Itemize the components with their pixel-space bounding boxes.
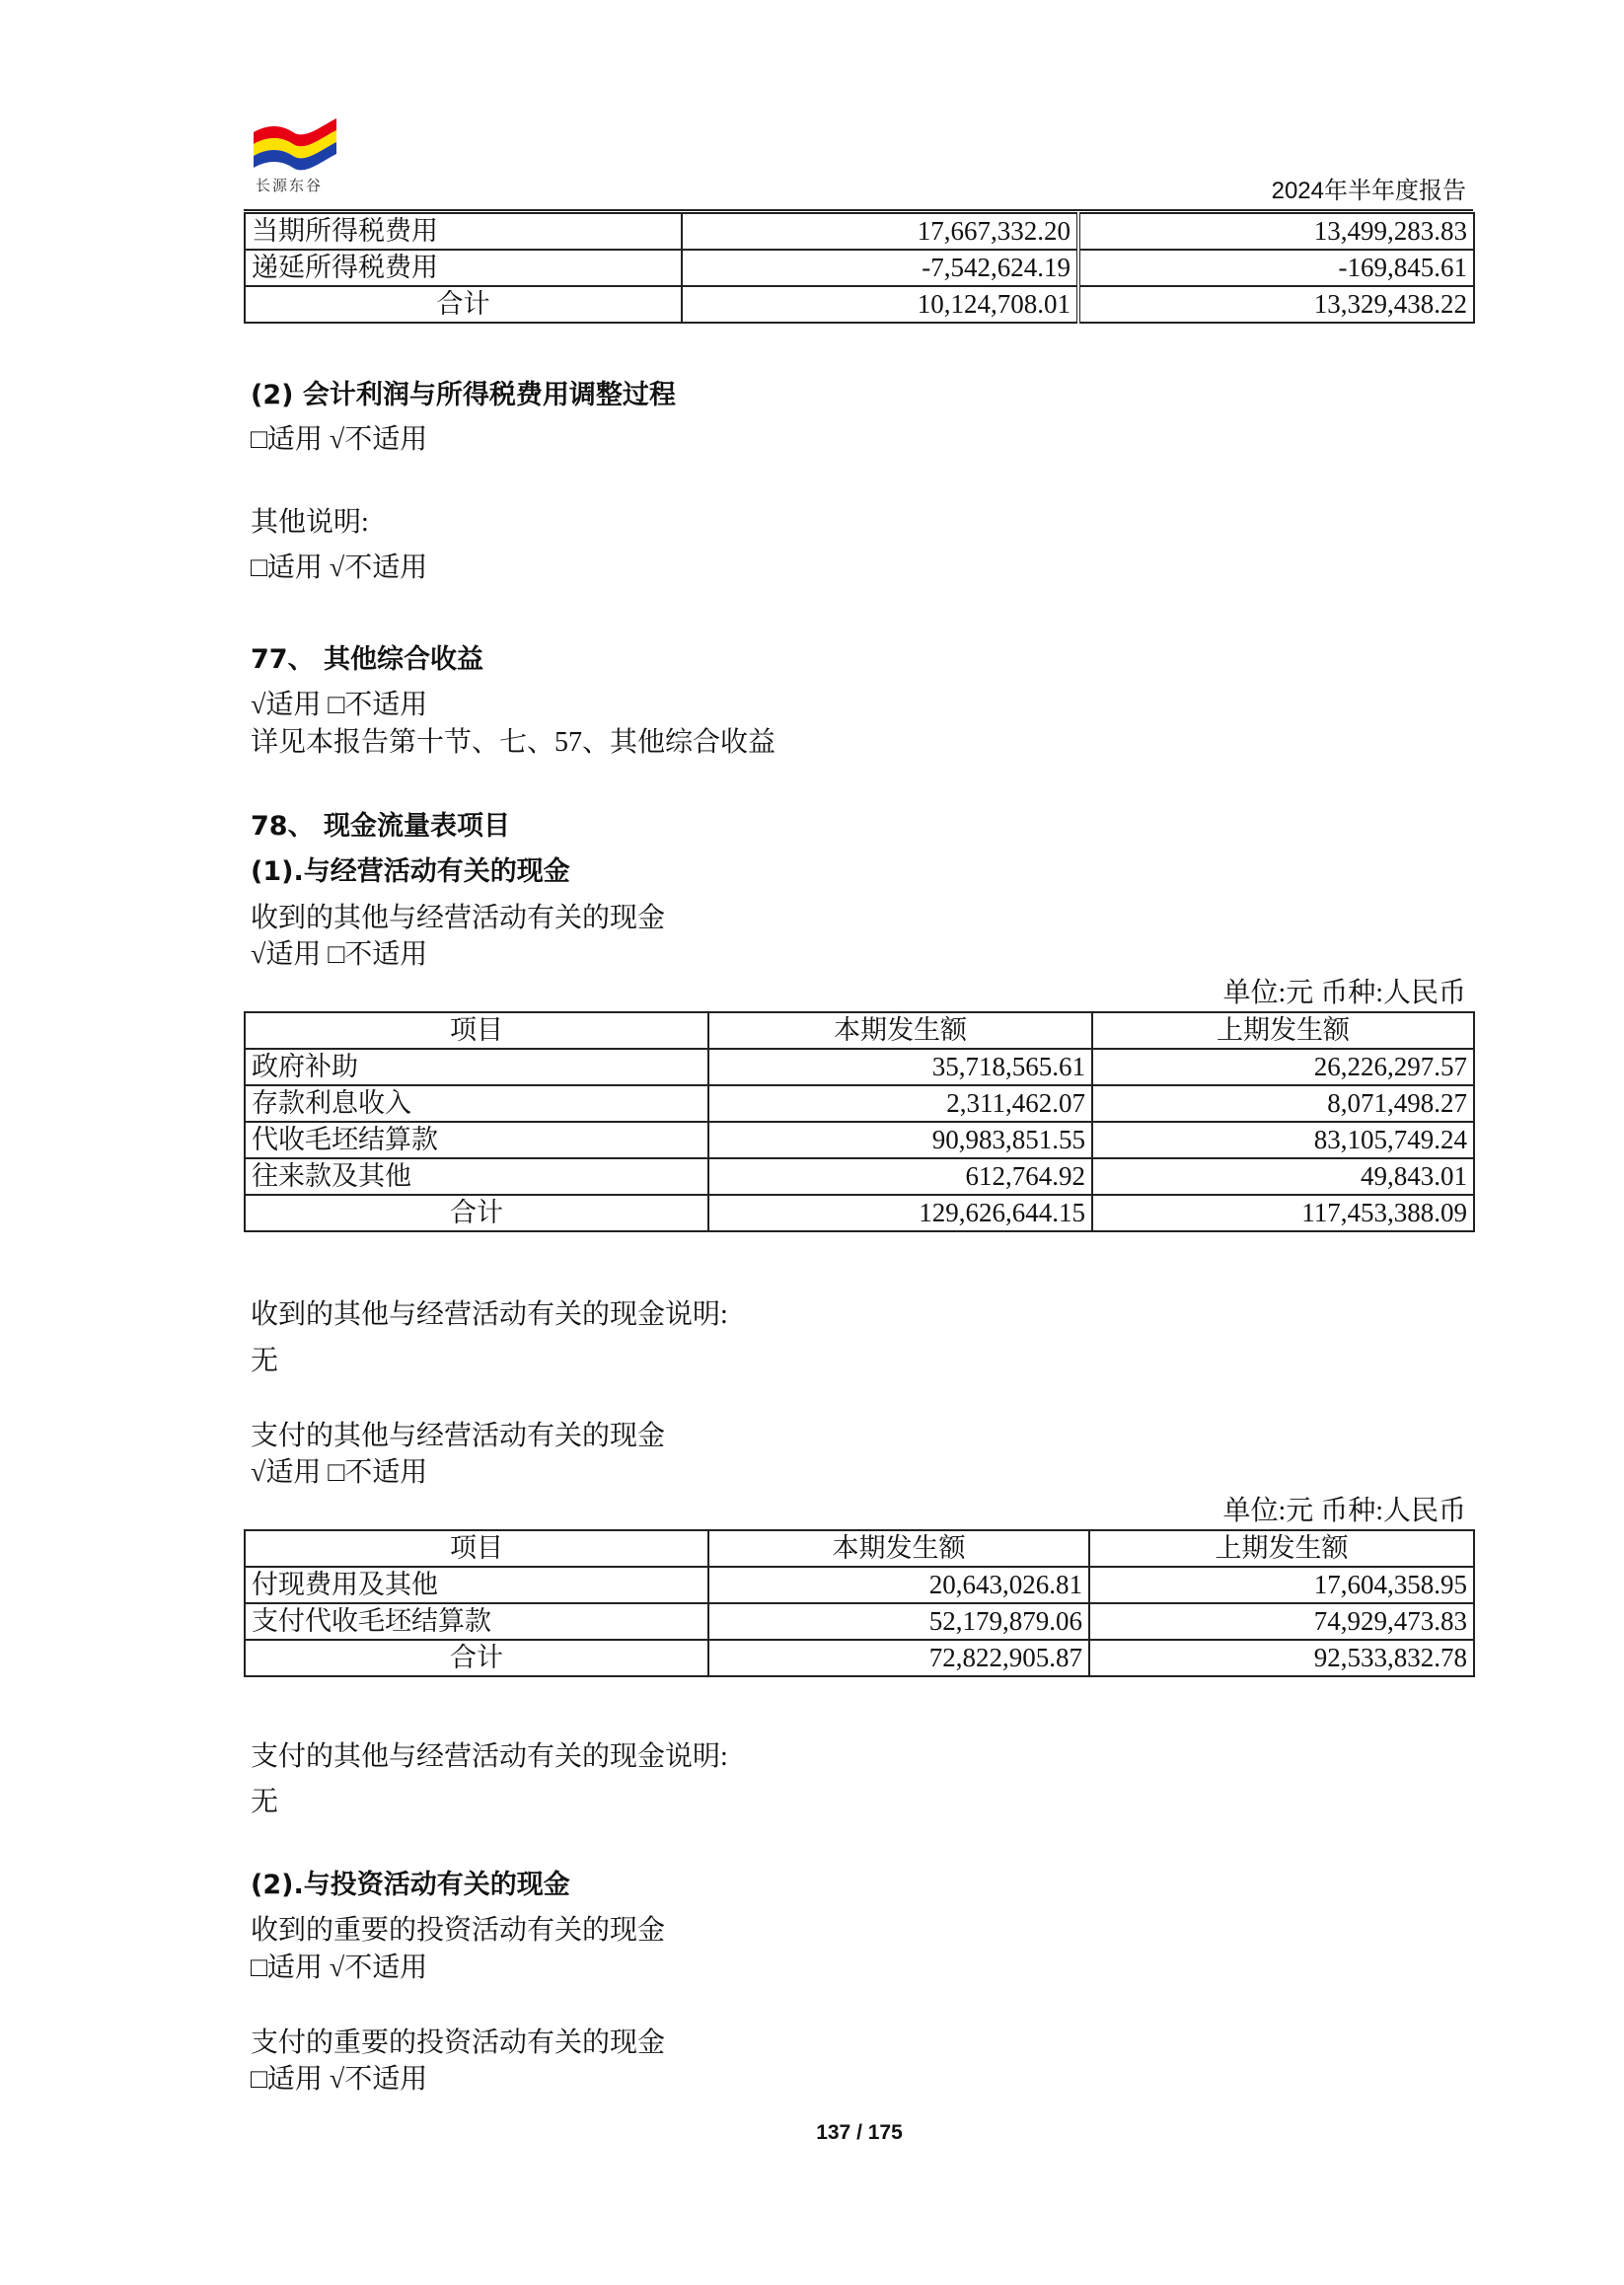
column-header-current: 本期发生额	[708, 1012, 1092, 1049]
table-cell-previous: 49,843.01	[1092, 1158, 1474, 1195]
table-row-total	[245, 1195, 1474, 1231]
table-cell-item: 合计	[245, 1640, 708, 1676]
section-77-text: 详见本报告第十节、七、57、其他综合收益	[251, 727, 776, 758]
investing-received-label: 收到的重要的投资活动有关的现金	[251, 1915, 666, 1946]
table-cell-item: 存款利息收入	[245, 1085, 708, 1122]
table-cell-current: 10,124,708.01	[682, 286, 1078, 323]
table-cell-item: 政府补助	[245, 1049, 708, 1085]
section-77-title: 77、 其他综合收益	[251, 644, 483, 675]
operating-received-label: 收到的其他与经营活动有关的现金	[251, 903, 666, 933]
table-row	[245, 1085, 1474, 1122]
table-cell-item: 递延所得税费用	[245, 250, 682, 286]
table-row	[245, 250, 1474, 286]
table-cell-item: 往来款及其他	[245, 1158, 708, 1195]
table-row	[245, 213, 1474, 250]
table-cell-previous: 8,071,498.27	[1092, 1085, 1474, 1122]
operating-received-table	[244, 1011, 1475, 1232]
table-cell-current: -7,542,624.19	[682, 250, 1078, 286]
table-row-total	[245, 286, 1474, 323]
table-cell-previous: 17,604,358.95	[1089, 1567, 1474, 1603]
table-cell-previous: 117,453,388.09	[1092, 1195, 1474, 1231]
section-2-title: (2) 会计利润与所得税费用调整过程	[251, 380, 676, 410]
table-row	[245, 1122, 1474, 1158]
currency-unit-label: 单位:元 币种:人民币	[1222, 978, 1466, 1008]
other-notes-applicability: □适用 √不适用	[251, 553, 428, 583]
table-row-total	[245, 1640, 1474, 1676]
table-cell-current: 17,667,332.20	[682, 213, 1078, 250]
table-cell-item: 代收毛坯结算款	[245, 1122, 708, 1158]
income-tax-table	[244, 212, 1475, 324]
table-header-row	[245, 1012, 1474, 1049]
page-number: 137 / 175	[816, 2121, 903, 2144]
table-cell-previous: -169,845.61	[1078, 250, 1474, 286]
table-cell-item: 合计	[245, 1195, 708, 1231]
table-cell-previous: 13,499,283.83	[1078, 213, 1474, 250]
currency-unit-label: 单位:元 币种:人民币	[1222, 1496, 1466, 1526]
operating-received-applicability: √适用 □不适用	[251, 939, 428, 970]
table-cell-current: 90,983,851.55	[708, 1122, 1092, 1158]
report-title: 2024年半年度报告	[1271, 178, 1466, 204]
section-78-title: 78、 现金流量表项目	[251, 811, 510, 842]
investing-cash-title: (2).与投资活动有关的现金	[251, 1870, 570, 1900]
header-divider	[244, 209, 1473, 211]
table-cell-current: 35,718,565.61	[708, 1049, 1092, 1085]
column-header-item: 项目	[245, 1012, 708, 1049]
table-cell-current: 20,643,026.81	[708, 1567, 1089, 1603]
table-cell-current: 612,764.92	[708, 1158, 1092, 1195]
table-cell-item: 付现费用及其他	[245, 1567, 708, 1603]
table-row	[245, 1603, 1474, 1640]
column-header-item: 项目	[245, 1530, 708, 1567]
operating-paid-label: 支付的其他与经营活动有关的现金	[251, 1421, 666, 1451]
investing-paid-label: 支付的重要的投资活动有关的现金	[251, 2027, 666, 2058]
operating-received-note-value: 无	[251, 1346, 279, 1376]
table-cell-previous: 26,226,297.57	[1092, 1049, 1474, 1085]
logo-text: 长源东谷	[256, 179, 324, 194]
investing-received-applicability: □适用 √不适用	[251, 1953, 428, 1983]
table-cell-current: 129,626,644.15	[708, 1195, 1092, 1231]
table-cell-current: 72,822,905.87	[708, 1640, 1089, 1676]
operating-paid-note-value: 无	[251, 1787, 279, 1817]
investing-paid-applicability: □适用 √不适用	[251, 2064, 428, 2095]
section-77-applicability: √适用 □不适用	[251, 690, 428, 720]
section-2-applicability: □适用 √不适用	[251, 424, 428, 455]
table-row	[245, 1158, 1474, 1195]
column-header-previous: 上期发生额	[1092, 1012, 1474, 1049]
operating-received-note-label: 收到的其他与经营活动有关的现金说明:	[251, 1299, 728, 1330]
table-cell-item: 合计	[245, 286, 682, 323]
other-notes-label: 其他说明:	[251, 507, 369, 538]
operating-paid-applicability: √适用 □不适用	[251, 1457, 428, 1488]
company-logo	[254, 118, 336, 174]
table-cell-current: 52,179,879.06	[708, 1603, 1089, 1640]
table-header-row	[245, 1530, 1474, 1567]
table-row	[245, 1049, 1474, 1085]
table-cell-previous: 92,533,832.78	[1089, 1640, 1474, 1676]
table-cell-item: 当期所得税费用	[245, 213, 682, 250]
table-cell-previous: 74,929,473.83	[1089, 1603, 1474, 1640]
table-cell-current: 2,311,462.07	[708, 1085, 1092, 1122]
column-header-current: 本期发生额	[708, 1530, 1089, 1567]
operating-cash-title: (1).与经营活动有关的现金	[251, 856, 570, 887]
table-cell-item: 支付代收毛坯结算款	[245, 1603, 708, 1640]
table-row	[245, 1567, 1474, 1603]
operating-paid-note-label: 支付的其他与经营活动有关的现金说明:	[251, 1741, 728, 1772]
column-header-previous: 上期发生额	[1089, 1530, 1474, 1567]
operating-paid-table	[244, 1529, 1475, 1677]
table-cell-previous: 83,105,749.24	[1092, 1122, 1474, 1158]
table-cell-previous: 13,329,438.22	[1078, 286, 1474, 323]
